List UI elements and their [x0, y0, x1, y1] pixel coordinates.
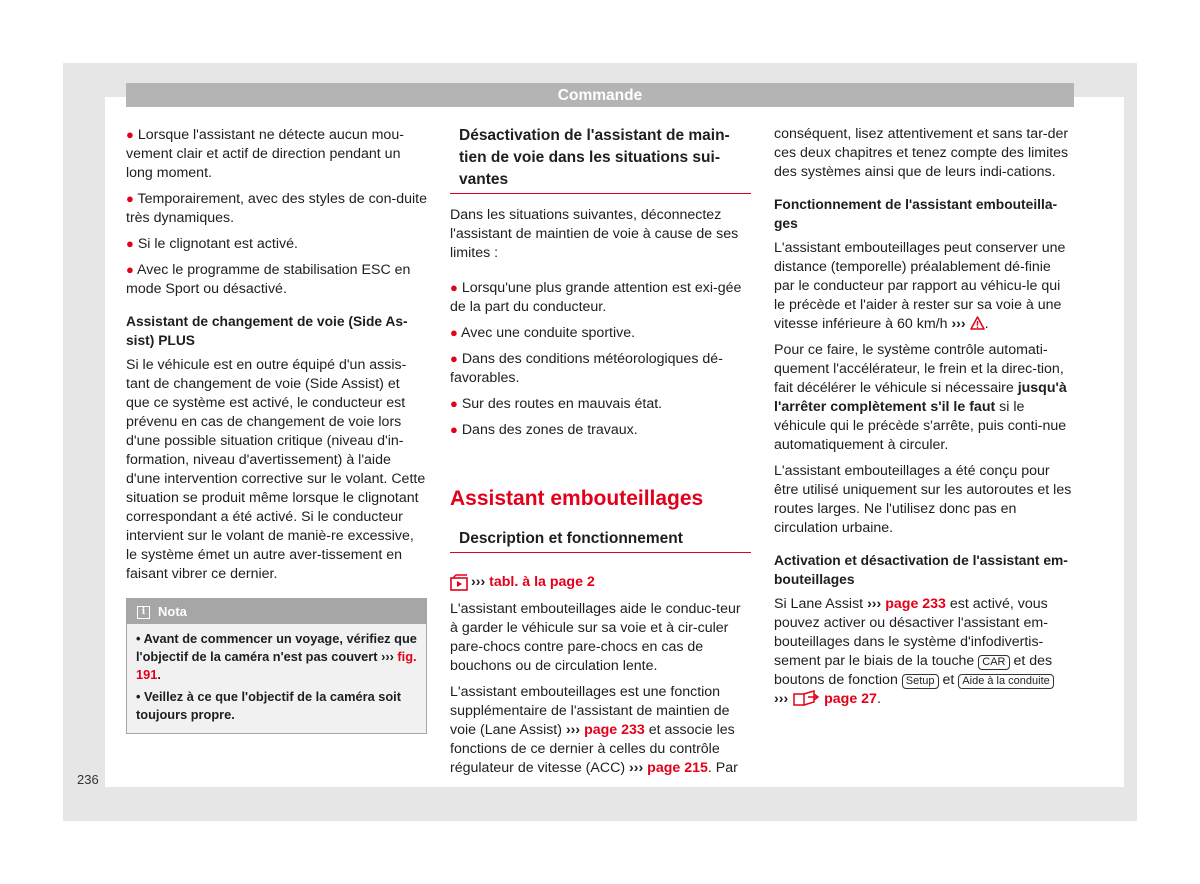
list-item: ● Avec le programme de stabilisation ESC en mode Sport ou désactivé.: [126, 262, 411, 297]
deactivation-heading: Désactivation de l'assistant de main-tien de voie dans les situations sui-vantes: [450, 125, 751, 194]
note-box: [126, 598, 427, 734]
setup-key: Setup: [902, 674, 939, 689]
activation-paragraph: Si Lane Assist ››› page 233 est activé, vous pouvez activer ou désactiver l'assistant em-bouteillages dans le système d'infodivertis-sement par le biais de la touche CAR et des boutons de fonction Setup et Aide à la conduite ››› page 27.: [774, 596, 1053, 707]
note-item: • Veillez à ce que l'objectif de la caméra soit toujours propre.: [136, 689, 402, 722]
continued-paragraph: conséquent, lisez attentivement et sans tar-der ces deux chapitres et tenez compte des limites des systèmes ainsi que de leurs indi-cations.: [774, 126, 1069, 180]
video-icon: [450, 574, 468, 591]
list-item: ● Si le clignotant est activé.: [126, 236, 298, 252]
side-assist-text: Si le véhicule est en outre équipé d'un assis-tant de changement de voie (Side Assist) et que ce système est activé, le conducteur est prévenu en cas de changement de voie lors d'une possible situation critique (niveau d'in-formation, niveau d'avertissement) à l'aide d'une intervention corrective sur le volant. Cette situation se produit même lorsque le clignotant correspondant a été activé. Si le conducteur intervient sur le volant de maniè-re excessive, le système émet un autre aver-tissement en faisant vibrer ce dernier.: [126, 357, 426, 582]
operation-paragraph: Pour ce faire, le système contrôle automati-quement l'accélérateur, le frein et la direc-tion, fait décélérer le véhicule si nécessaire jusqu'à l'arrêter complètement s'il le faut si le véhicule qui le précède s'arrête, puis conti-nue automatiquement à circuler.: [774, 342, 1067, 453]
page-link[interactable]: page 233: [885, 596, 946, 612]
operation-heading: Fonctionnement de l'assistant embouteilla-ges: [774, 197, 1058, 231]
column-middle: [450, 125, 751, 785]
column-left: [126, 125, 427, 734]
page-link[interactable]: page 233: [584, 722, 645, 738]
page-link[interactable]: page 27: [824, 691, 877, 707]
figure-link[interactable]: fig. 191: [136, 649, 417, 682]
subsection-title: Description et fonctionnement: [450, 528, 751, 553]
list-item: ● Dans des conditions météorologiques dé-favorables.: [450, 351, 723, 386]
list-item: ● Lorsqu'une plus grande attention est exi-gée de la part du conducteur.: [450, 280, 742, 315]
driving-assist-key: Aide à la conduite: [958, 674, 1053, 689]
book-icon[interactable]: [792, 690, 820, 706]
warning-icon[interactable]: [970, 316, 985, 330]
page-link[interactable]: page 215: [647, 760, 708, 776]
column-right: [774, 125, 1074, 716]
list-item: ● Dans des zones de travaux.: [450, 422, 638, 438]
note-header: i Nota: [127, 599, 426, 624]
activation-heading: Activation et désactivation de l'assistant em-bouteillages: [774, 553, 1068, 587]
list-item: ● Sur des routes en mauvais état.: [450, 396, 663, 412]
note-item: • Avant de commencer un voyage, vérifiez que l'objectif de la caméra n'est pas couvert ››› fig. 191.: [136, 631, 417, 682]
list-item: ● Lorsque l'assistant ne détecte aucun mou-vement clair et actif de direction pendant un long moment.: [126, 127, 404, 181]
car-key: CAR: [978, 655, 1009, 670]
operation-paragraph: L'assistant embouteillages peut conserver une distance (temporelle) préalablement dé-finie par le conducteur par rapport au véhicu-le qui le précède et l'aider à rester sur sa voie à une vitesse inférieure à 60 km/h ››› .: [774, 240, 1066, 332]
list-item: ● Avec une conduite sportive.: [450, 325, 636, 341]
table-link[interactable]: ››› tabl. à la page 2: [450, 573, 751, 592]
page-number: 236: [77, 772, 99, 787]
side-assist-heading: Assistant de changement de voie (Side As-sist) PLUS: [126, 314, 408, 348]
list-item: ● Temporairement, avec des styles de con-duite très dynamiques.: [126, 191, 427, 226]
deactivation-intro: Dans les situations suivantes, déconnectez l'assistant de maintien de voie à cause de ses limites :: [450, 207, 739, 261]
description-paragraph: L'assistant embouteillages est une fonction supplémentaire de l'assistant de maintien de voie (Lane Assist) ››› page 233 et associe les fonctions de ce dernier à celles du contrôle régulateur de vitesse (ACC) ››› page 215. Par: [450, 684, 738, 776]
info-icon: i: [137, 606, 150, 619]
section-header: Commande: [126, 83, 1074, 107]
section-title: Assistant embouteillages: [450, 487, 704, 510]
design-paragraph: L'assistant embouteillages a été conçu pour être utilisé uniquement sur les autoroutes et les routes larges. Ne l'utilisez donc pas en circulation urbaine.: [774, 463, 1072, 536]
description-paragraph: L'assistant embouteillages aide le conduc-teur à garder le véhicule sur sa voie et à cir-culer pare-chocs contre pare-chocs en cas de bouchons ou de circulation lente.: [450, 601, 741, 674]
